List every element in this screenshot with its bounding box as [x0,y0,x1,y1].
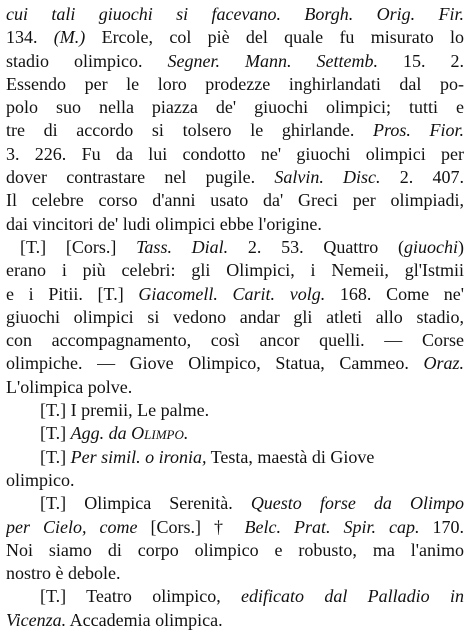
text-span: [Cors.] † [137,516,245,537]
text-span: nostro è debole. [6,563,121,584]
italic-span: Tass. Dial. [136,236,229,257]
italic-span: per Cielo, come [6,516,138,537]
text-line [6,376,464,399]
italic-span: Pros. Fior. [373,120,464,141]
italic-span: Giacomell. Carit. volg. [138,283,326,304]
text-line [6,585,464,608]
text-span: ) [458,236,464,257]
italic-span: giuochi [404,236,459,257]
text-line [6,446,464,469]
italic-span: Belc. Prat. Spir. cap. [244,516,420,537]
italic-span: Questo forse da Olimpo [250,493,464,514]
text-line [6,73,464,96]
italic-span: edificato dal Palladio in [241,586,464,607]
text-line [6,26,464,49]
text-span: 3. 226. Fu da lui condotto ne' giuochi olimpici per [6,143,464,164]
text-line [6,399,464,422]
text-line [6,492,464,515]
text-span: 2. 53. Quattro ( [228,236,405,257]
text-line [6,283,464,306]
text-span: [T.] [40,446,71,467]
text-span: con accompagnamento, così ancor quelli. — Corse [6,330,464,351]
italic-span: Olimpo. [131,423,189,444]
text-line [6,422,464,445]
italic-span: Per simil. o ironia, [70,446,207,467]
text-span: tre di accordo si tolsero le ghirlande. [6,120,373,141]
text-line [6,259,464,282]
text-line [6,306,464,329]
text-span: 168. Come ne' [325,283,464,304]
text-line [6,50,464,73]
text-span: Testa, maestà di Giove [206,446,375,467]
text-span: [T.] [40,423,71,444]
text-span: 134. [6,27,54,48]
italic-span: Segner. Mann. Settemb. [167,50,378,71]
text-span: [T.] Olimpica Serenità. [40,493,251,514]
text-span: giuochi olimpici si vedono andar gli atleti allo stadio, [6,306,464,327]
text-span: Il celebre corso d'anni usato da' Greci per olimpiadi, [6,190,464,211]
text-line [6,539,464,562]
text-span: e i Pitii. [T.] [6,283,139,304]
text-span: olimpico. [6,469,75,490]
text-span: dai vincitori de' ludi olimpici ebbe l'origine. [6,213,322,234]
text-span: L'olimpica polve. [6,376,133,397]
text-line [6,609,464,632]
italic-span: Agg. da [70,423,132,444]
italic-span: Salvin. Disc. [274,167,381,188]
text-line [6,516,464,539]
text-span: Essendo per le loro prodezze inghirlandati dal po- [6,73,464,94]
text-span: dover contrastare nel pugile. [6,167,275,188]
text-line [6,213,464,236]
italic-span: cui tali giuochi si facevano. Borgh. Orig. Fir. [6,4,464,24]
text-line [6,236,464,259]
text-line [6,189,464,212]
text-span: stadio olimpico. [6,50,168,71]
text-line [6,166,464,189]
text-span: olimpiche. — Giove Olimpico, Statua, Cammeo. [6,353,424,374]
text-span: [T.] Teatro olimpico, [40,586,242,607]
text-span: Ercole, col piè del quale fu misurato lo [85,27,464,48]
italic-span: (M.) [53,27,86,48]
italic-span: Oraz. [423,353,464,374]
text-span: [T.] I premii, Le palme. [40,400,210,421]
text-line [6,96,464,119]
text-line [6,119,464,142]
text-span: 170. [419,516,464,537]
text-span: 2. 407. [380,167,464,188]
text-line [6,3,464,26]
italic-span: Vicenza. [6,609,67,630]
text-line [6,352,464,375]
text-line [6,562,464,585]
text-span: Accademia olimpica. [66,609,223,630]
text-line [6,143,464,166]
text-span: erano i più celebri: gli Olimpici, i Nemeii, gl'Istmii [6,260,464,281]
text-line [6,469,464,492]
text-span: 15. 2. [377,50,464,71]
text-span: polo suo nella piazza de' giuochi olimpici; tutti e [6,97,464,118]
text-line [6,329,464,352]
text-span: Noi siamo di corpo olimpico e robusto, ma l'animo [6,539,464,560]
text-span: [T.] [Cors.] [20,236,137,257]
